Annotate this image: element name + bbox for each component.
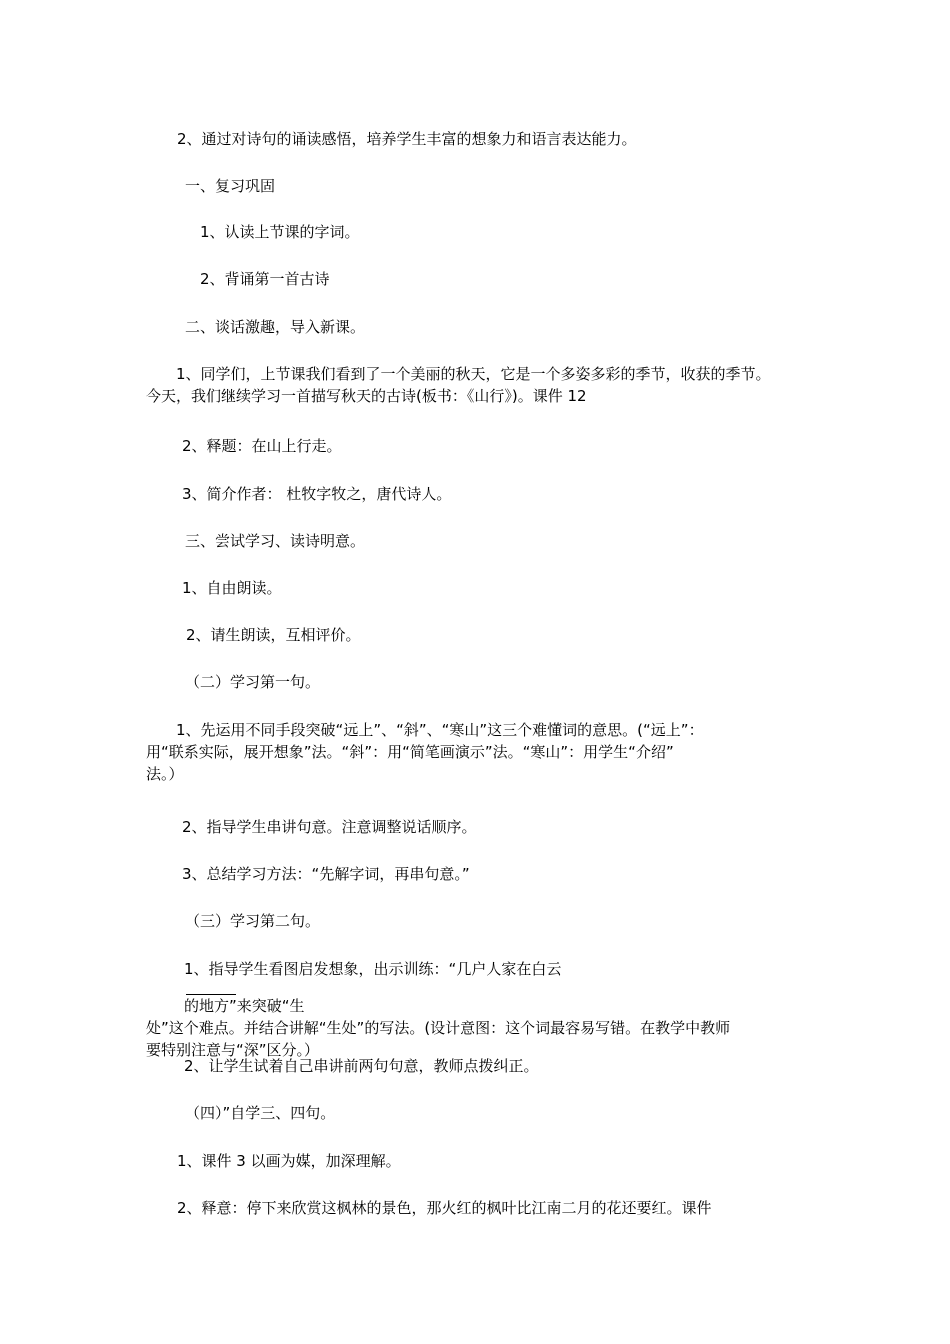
paragraph-line: 法。） bbox=[146, 765, 184, 783]
heading-review: 一、复习巩固 bbox=[185, 177, 276, 195]
list-item-free-reading: 1、自由朗读。 bbox=[182, 579, 282, 597]
paragraph-line: 今天，我们继续学习一首描写秋天的古诗(板书：《山行》)。课件 12 bbox=[146, 387, 587, 405]
list-item-explain-sentence: 2、指导学生串讲句意。注意调整说话顺序。 bbox=[182, 818, 477, 836]
paragraph-first-line-method bbox=[146, 719, 836, 785]
list-item-meaning: 2、释意：停下来欣赏这枫林的景色，那火红的枫叶比江南二月的花还要红。课件 bbox=[177, 1199, 712, 1217]
subheading-second-line: （三）学习第二句。 bbox=[185, 912, 321, 930]
heading-try-learning: 三、尝试学习、读诗明意。 bbox=[185, 532, 366, 550]
list-item-author: 3、简介作者： 杜牧字牧之，唐代诗人。 bbox=[182, 485, 452, 503]
list-item-self-explain: 2、让学生试着自己串讲前两句句意，教师点拨纠正。 bbox=[184, 1057, 539, 1075]
subheading-self-study: （四）”自学三、四句。 bbox=[185, 1104, 336, 1122]
list-item-student-reading: 2、请生朗读，互相评价。 bbox=[186, 626, 361, 644]
paragraph-line: 要特别注意与“深”区分。） bbox=[146, 1041, 320, 1059]
list-item-read-words: 1、认读上节课的字词。 bbox=[200, 223, 360, 241]
list-item-summary-method: 3、总结学习方法：“先解字词，再串句意。” bbox=[182, 865, 470, 883]
paragraph-line: 1、先运用不同手段突破“远上”、“斜”、“寒山”这三个难懂词的意思。(“远上”： bbox=[176, 721, 704, 739]
paragraph-text: 的地方”来突破“生 bbox=[184, 997, 305, 1015]
paragraph-line: 用“联系实际，展开想象”法。“斜”：用“简笔画演示”法。“寒山”：用学生“介绍” bbox=[146, 743, 674, 761]
paragraph-line bbox=[146, 958, 836, 1017]
paragraph-goal-2: 2、通过对诗句的诵读感悟，培养学生丰富的想象力和语言表达能力。 bbox=[177, 130, 637, 148]
paragraph-text: 1、指导学生看图启发想象，出示训练：“几户人家在白云 bbox=[184, 960, 562, 978]
paragraph-intro-talk bbox=[146, 363, 836, 407]
fill-in-blank bbox=[186, 980, 236, 995]
heading-intro: 二、谈话激趣，导入新课。 bbox=[185, 318, 366, 336]
list-item-courseware: 1、课件 3 以画为媒，加深理解。 bbox=[177, 1152, 401, 1170]
paragraph-line: 处”这个难点。并结合讲解“生处”的写法。(设计意图：这个词最容易写错。在教学中教师 bbox=[146, 1019, 731, 1037]
subheading-first-line: （二）学习第一句。 bbox=[185, 673, 321, 691]
list-item-recite-poem: 2、背诵第一首古诗 bbox=[200, 270, 330, 288]
paragraph-line: 1、同学们，上节课我们看到了一个美丽的秋天，它是一个多姿多彩的季节，收获的季节。 bbox=[176, 365, 771, 383]
paragraph-second-line-method bbox=[146, 958, 836, 1061]
list-item-title-explain: 2、释题：在山上行走。 bbox=[182, 437, 342, 455]
